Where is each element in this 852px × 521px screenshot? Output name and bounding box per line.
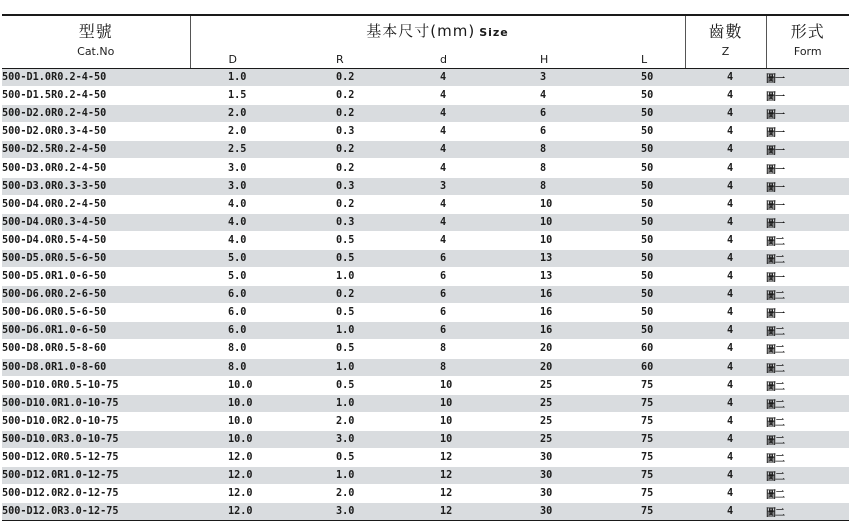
l-length-cell: 50 (599, 249, 685, 267)
table-row (2, 231, 849, 249)
l-length-cell: 50 (599, 105, 685, 123)
form-cell (766, 412, 849, 430)
shank-d-cell: 4 (398, 195, 498, 213)
teeth-heading-en: Z (685, 45, 766, 69)
l-length-cell: 75 (599, 503, 685, 521)
cat-no-cell: 500-D3.0R0.3-3-50 (2, 177, 190, 195)
table-row (2, 376, 849, 394)
d-diameter-cell: 5.0 (190, 249, 296, 267)
h-length-cell: 30 (498, 467, 599, 485)
cat-no-cell: 500-D3.0R0.2-4-50 (2, 159, 190, 177)
form-cell (766, 87, 849, 105)
cat-no-cell: 500-D1.0R0.2-4-50 (2, 69, 190, 87)
d-diameter-cell: 12.0 (190, 467, 296, 485)
shank-d-cell: 12 (398, 448, 498, 466)
form-label: 圖二 (766, 399, 784, 411)
cat-no-cell: 500-D6.0R1.0-6-50 (2, 322, 190, 340)
form-cell (766, 69, 849, 87)
shank-d-cell: 4 (398, 123, 498, 141)
form-label: 圖一 (766, 92, 784, 104)
shank-d-cell: 6 (398, 268, 498, 286)
form-cell (766, 177, 849, 195)
teeth-cell: 4 (685, 286, 766, 304)
r-radius-cell: 0.2 (296, 141, 398, 159)
d-diameter-cell: 3.0 (190, 159, 296, 177)
l-length-cell: 50 (599, 177, 685, 195)
shank-d-cell: 8 (398, 358, 498, 376)
cat-no-cell: 500-D12.0R1.0-12-75 (2, 467, 190, 485)
teeth-cell: 4 (685, 195, 766, 213)
col-header-L: L (599, 45, 685, 69)
l-length-cell: 50 (599, 87, 685, 105)
teeth-cell: 4 (685, 448, 766, 466)
form-cell (766, 485, 849, 503)
r-radius-cell: 0.5 (296, 231, 398, 249)
r-radius-cell: 2.0 (296, 485, 398, 503)
form-label: 圖二 (766, 435, 784, 447)
r-radius-cell: 1.0 (296, 268, 398, 286)
cat-no-cell: 500-D5.0R1.0-6-50 (2, 268, 190, 286)
l-length-cell: 50 (599, 159, 685, 177)
d-diameter-cell: 4.0 (190, 195, 296, 213)
d-diameter-cell: 3.0 (190, 177, 296, 195)
teeth-heading: 齒數 (685, 15, 766, 45)
h-length-cell: 6 (498, 105, 599, 123)
form-cell (766, 340, 849, 358)
shank-d-cell: 12 (398, 467, 498, 485)
teeth-cell: 4 (685, 430, 766, 448)
d-diameter-cell: 10.0 (190, 430, 296, 448)
table-row (2, 358, 849, 376)
col-header-H: H (498, 45, 599, 69)
teeth-cell: 4 (685, 177, 766, 195)
form-label: 圖一 (766, 182, 784, 194)
h-length-cell: 16 (498, 322, 599, 340)
shank-d-cell: 4 (398, 231, 498, 249)
form-cell (766, 358, 849, 376)
table-row (2, 322, 849, 340)
table-row (2, 105, 849, 123)
d-diameter-cell: 10.0 (190, 412, 296, 430)
r-radius-cell: 1.0 (296, 394, 398, 412)
table-row (2, 286, 849, 304)
l-length-cell: 75 (599, 448, 685, 466)
cat-no-cell: 500-D6.0R0.5-6-50 (2, 304, 190, 322)
r-radius-cell: 1.0 (296, 358, 398, 376)
form-cell (766, 286, 849, 304)
table-row (2, 412, 849, 430)
table-row (2, 177, 849, 195)
table-row (2, 141, 849, 159)
form-label: 圖一 (766, 128, 784, 140)
size-heading (190, 15, 685, 45)
h-length-cell: 10 (498, 213, 599, 231)
table-body (2, 69, 849, 521)
form-cell (766, 195, 849, 213)
teeth-cell: 4 (685, 123, 766, 141)
h-length-cell: 20 (498, 340, 599, 358)
r-radius-cell: 0.2 (296, 286, 398, 304)
l-length-cell: 50 (599, 123, 685, 141)
shank-d-cell: 6 (398, 304, 498, 322)
h-length-cell: 13 (498, 268, 599, 286)
form-cell (766, 249, 849, 267)
table-row (2, 249, 849, 267)
r-radius-cell: 1.0 (296, 322, 398, 340)
teeth-cell: 4 (685, 467, 766, 485)
shank-d-cell: 6 (398, 322, 498, 340)
l-length-cell: 50 (599, 268, 685, 286)
form-cell (766, 322, 849, 340)
form-label: 圖一 (766, 146, 784, 158)
r-radius-cell: 0.2 (296, 105, 398, 123)
h-length-cell: 4 (498, 87, 599, 105)
h-length-cell: 25 (498, 430, 599, 448)
cat-no-cell: 500-D2.5R0.2-4-50 (2, 141, 190, 159)
model-heading: 型號 (2, 15, 190, 45)
teeth-cell: 4 (685, 412, 766, 430)
teeth-cell: 4 (685, 485, 766, 503)
form-label: 圖二 (766, 236, 784, 248)
form-cell (766, 213, 849, 231)
cat-no-cell: 500-D2.0R0.3-4-50 (2, 123, 190, 141)
r-radius-cell: 0.2 (296, 69, 398, 87)
l-length-cell: 50 (599, 322, 685, 340)
h-length-cell: 25 (498, 412, 599, 430)
form-label: 圖二 (766, 472, 784, 484)
r-radius-cell: 0.3 (296, 213, 398, 231)
l-length-cell: 75 (599, 485, 685, 503)
table-row (2, 69, 849, 87)
r-radius-cell: 2.0 (296, 412, 398, 430)
shank-d-cell: 4 (398, 105, 498, 123)
cat-no-cell: 500-D4.0R0.3-4-50 (2, 213, 190, 231)
h-length-cell: 13 (498, 249, 599, 267)
l-length-cell: 50 (599, 304, 685, 322)
h-length-cell: 16 (498, 304, 599, 322)
table-row (2, 448, 849, 466)
l-length-cell: 50 (599, 141, 685, 159)
l-length-cell: 75 (599, 394, 685, 412)
h-length-cell: 25 (498, 394, 599, 412)
h-length-cell: 25 (498, 376, 599, 394)
shank-d-cell: 12 (398, 485, 498, 503)
r-radius-cell: 0.2 (296, 195, 398, 213)
l-length-cell: 50 (599, 195, 685, 213)
l-length-cell: 50 (599, 286, 685, 304)
r-radius-cell: 1.0 (296, 467, 398, 485)
l-length-cell: 75 (599, 467, 685, 485)
table-row (2, 213, 849, 231)
form-label: 圖一 (766, 309, 784, 321)
size-heading-zh: 基本尺寸 (366, 22, 431, 40)
h-length-cell: 30 (498, 485, 599, 503)
form-cell (766, 141, 849, 159)
form-label: 圖二 (766, 381, 784, 393)
form-heading: 形式 (766, 15, 849, 45)
cat-no-cell: 500-D4.0R0.5-4-50 (2, 231, 190, 249)
table-row (2, 467, 849, 485)
teeth-cell: 4 (685, 87, 766, 105)
cat-no-cell: 500-D2.0R0.2-4-50 (2, 105, 190, 123)
d-diameter-cell: 4.0 (190, 213, 296, 231)
form-label: 圖一 (766, 273, 784, 285)
shank-d-cell: 10 (398, 412, 498, 430)
table-row (2, 340, 849, 358)
form-cell (766, 304, 849, 322)
size-heading-unit: (mm) (430, 22, 476, 40)
d-diameter-cell: 2.5 (190, 141, 296, 159)
shank-d-cell: 10 (398, 376, 498, 394)
teeth-cell: 4 (685, 322, 766, 340)
l-length-cell: 75 (599, 376, 685, 394)
h-length-cell: 10 (498, 195, 599, 213)
table-row (2, 430, 849, 448)
size-heading-en: Size (479, 26, 509, 39)
form-cell (766, 231, 849, 249)
h-length-cell: 20 (498, 358, 599, 376)
model-heading-en: Cat.No (2, 45, 190, 69)
teeth-cell: 4 (685, 69, 766, 87)
teeth-cell: 4 (685, 105, 766, 123)
r-radius-cell: 3.0 (296, 430, 398, 448)
form-label: 圖一 (766, 218, 784, 230)
cat-no-cell: 500-D12.0R0.5-12-75 (2, 448, 190, 466)
teeth-cell: 4 (685, 394, 766, 412)
col-header-D: D (190, 45, 296, 69)
d-diameter-cell: 12.0 (190, 485, 296, 503)
cat-no-cell: 500-D12.0R3.0-12-75 (2, 503, 190, 521)
cat-no-cell: 500-D10.0R1.0-10-75 (2, 394, 190, 412)
form-label: 圖二 (766, 363, 784, 375)
shank-d-cell: 6 (398, 249, 498, 267)
cat-no-cell: 500-D4.0R0.2-4-50 (2, 195, 190, 213)
form-cell (766, 394, 849, 412)
teeth-cell: 4 (685, 213, 766, 231)
teeth-cell: 4 (685, 376, 766, 394)
form-label: 圖二 (766, 454, 784, 466)
teeth-cell: 4 (685, 231, 766, 249)
table-row (2, 485, 849, 503)
d-diameter-cell: 10.0 (190, 376, 296, 394)
l-length-cell: 50 (599, 69, 685, 87)
cat-no-cell: 500-D8.0R1.0-8-60 (2, 358, 190, 376)
h-length-cell: 8 (498, 159, 599, 177)
teeth-cell: 4 (685, 249, 766, 267)
d-diameter-cell: 6.0 (190, 304, 296, 322)
l-length-cell: 60 (599, 340, 685, 358)
shank-d-cell: 3 (398, 177, 498, 195)
cat-no-cell: 500-D12.0R2.0-12-75 (2, 485, 190, 503)
form-label: 圖二 (766, 508, 784, 520)
table-row (2, 87, 849, 105)
teeth-cell: 4 (685, 503, 766, 521)
form-cell (766, 448, 849, 466)
l-length-cell: 60 (599, 358, 685, 376)
form-cell (766, 268, 849, 286)
cat-no-cell: 500-D8.0R0.5-8-60 (2, 340, 190, 358)
shank-d-cell: 10 (398, 430, 498, 448)
form-label: 圖二 (766, 327, 784, 339)
h-length-cell: 8 (498, 177, 599, 195)
shank-d-cell: 4 (398, 69, 498, 87)
r-radius-cell: 0.5 (296, 304, 398, 322)
form-cell (766, 467, 849, 485)
h-length-cell: 10 (498, 231, 599, 249)
d-diameter-cell: 2.0 (190, 123, 296, 141)
shank-d-cell: 4 (398, 87, 498, 105)
table-row (2, 304, 849, 322)
h-length-cell: 3 (498, 69, 599, 87)
l-length-cell: 50 (599, 213, 685, 231)
teeth-cell: 4 (685, 141, 766, 159)
h-length-cell: 30 (498, 448, 599, 466)
l-length-cell: 50 (599, 231, 685, 249)
d-diameter-cell: 1.0 (190, 69, 296, 87)
cat-no-cell: 500-D5.0R0.5-6-50 (2, 249, 190, 267)
d-diameter-cell: 5.0 (190, 268, 296, 286)
shank-d-cell: 4 (398, 213, 498, 231)
form-label: 圖二 (766, 345, 784, 357)
r-radius-cell: 0.5 (296, 340, 398, 358)
h-length-cell: 8 (498, 141, 599, 159)
d-diameter-cell: 2.0 (190, 105, 296, 123)
cat-no-cell: 500-D10.0R2.0-10-75 (2, 412, 190, 430)
shank-d-cell: 6 (398, 286, 498, 304)
l-length-cell: 75 (599, 412, 685, 430)
d-diameter-cell: 4.0 (190, 231, 296, 249)
r-radius-cell: 0.2 (296, 87, 398, 105)
r-radius-cell: 0.5 (296, 249, 398, 267)
d-diameter-cell: 8.0 (190, 358, 296, 376)
form-cell (766, 123, 849, 141)
r-radius-cell: 0.2 (296, 159, 398, 177)
d-diameter-cell: 6.0 (190, 286, 296, 304)
h-length-cell: 6 (498, 123, 599, 141)
form-label: 圖一 (766, 110, 784, 122)
teeth-cell: 4 (685, 340, 766, 358)
form-label: 圖二 (766, 254, 784, 266)
table-row (2, 195, 849, 213)
shank-d-cell: 4 (398, 141, 498, 159)
d-diameter-cell: 6.0 (190, 322, 296, 340)
r-radius-cell: 0.3 (296, 177, 398, 195)
r-radius-cell: 0.5 (296, 448, 398, 466)
form-cell (766, 376, 849, 394)
shank-d-cell: 10 (398, 394, 498, 412)
r-radius-cell: 0.5 (296, 376, 398, 394)
r-radius-cell: 0.3 (296, 123, 398, 141)
d-diameter-cell: 12.0 (190, 503, 296, 521)
table-row (2, 268, 849, 286)
form-label: 圖二 (766, 490, 784, 502)
cat-no-cell: 500-D10.0R3.0-10-75 (2, 430, 190, 448)
d-diameter-cell: 12.0 (190, 448, 296, 466)
form-cell (766, 159, 849, 177)
form-cell (766, 430, 849, 448)
teeth-cell: 4 (685, 304, 766, 322)
teeth-cell: 4 (685, 268, 766, 286)
teeth-cell: 4 (685, 159, 766, 177)
col-header-R: R (296, 45, 398, 69)
table-row (2, 159, 849, 177)
form-label: 圖一 (766, 74, 784, 86)
table-row (2, 503, 849, 521)
form-label: 圖二 (766, 291, 784, 303)
d-diameter-cell: 1.5 (190, 87, 296, 105)
r-radius-cell: 3.0 (296, 503, 398, 521)
form-label: 圖二 (766, 417, 784, 429)
cat-no-cell: 500-D6.0R0.2-6-50 (2, 286, 190, 304)
table-header (2, 15, 849, 69)
d-diameter-cell: 8.0 (190, 340, 296, 358)
form-cell (766, 503, 849, 521)
table-row (2, 394, 849, 412)
cat-no-cell: 500-D1.5R0.2-4-50 (2, 87, 190, 105)
form-heading-en: Form (766, 45, 849, 69)
table-row (2, 123, 849, 141)
form-label: 圖一 (766, 200, 784, 212)
cat-no-cell: 500-D10.0R0.5-10-75 (2, 376, 190, 394)
form-label: 圖一 (766, 164, 784, 176)
teeth-cell: 4 (685, 358, 766, 376)
shank-d-cell: 8 (398, 340, 498, 358)
h-length-cell: 16 (498, 286, 599, 304)
form-cell (766, 105, 849, 123)
col-header-d: d (398, 45, 498, 69)
spec-table (2, 14, 849, 521)
shank-d-cell: 4 (398, 159, 498, 177)
shank-d-cell: 12 (398, 503, 498, 521)
l-length-cell: 75 (599, 430, 685, 448)
d-diameter-cell: 10.0 (190, 394, 296, 412)
h-length-cell: 30 (498, 503, 599, 521)
